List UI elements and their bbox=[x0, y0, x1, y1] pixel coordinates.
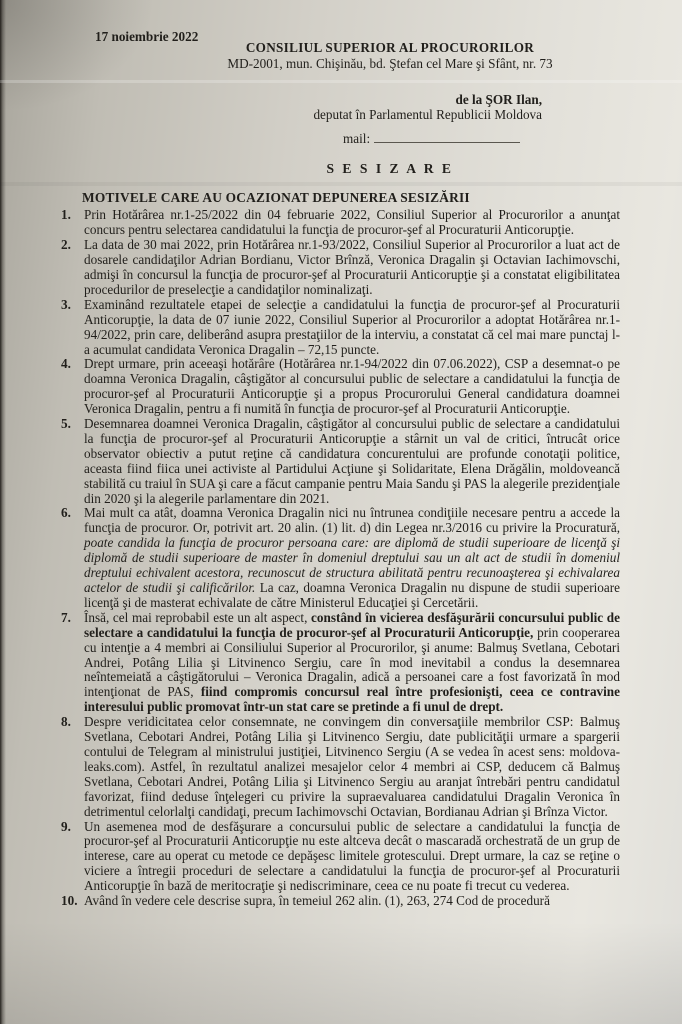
item-number: 10. bbox=[61, 893, 78, 909]
list-item bbox=[60, 611, 620, 715]
sesizare-list bbox=[60, 208, 620, 909]
list-item bbox=[60, 298, 620, 358]
item-number: 3. bbox=[61, 296, 71, 312]
item-text: Drept urmare, prin aceeaşi hotărâre (Hotărârea nr.1-94/2022 din 07.06.2022), CSP a desemnat-o pe doamna Veronica Dragalin, câştigător al concursului public de selectare a candidatului la funcţia de procuror-şef al Procuraturii Anticorupţie şi a propus Procurorului General candidatura doamnei Veronica Dragalin, pentru a fi numită în funcţia de procuror-şef al Procuraturii Anticorupţie. bbox=[84, 356, 620, 417]
list-item bbox=[60, 238, 620, 298]
recipient-block bbox=[160, 28, 620, 72]
item-number: 5. bbox=[61, 416, 71, 432]
list-item bbox=[60, 417, 620, 506]
mail-blank-line bbox=[374, 130, 520, 143]
mail-label: mail: bbox=[343, 130, 371, 146]
item-text: Un asemenea mod de desfăşurare a concursului public de selectare a candidatului la funcţia de procuror-şef al Procuraturii Anticorupţie nu este altceva decât o mascaradă orchestrată de un grup de interese, care au operat cu metode ce depăşesc limitele grotescului. Drept urmare, la caz se reţine o viciere a întregii proceduri de selectare a candidatului la funcţia de procuror-şef al Procuraturii Anticorupţie în bază de meritocraţie şi nediscriminare, ceea ce nu poate fi trecut cu vederea. bbox=[84, 818, 620, 894]
recipient-name: CONSILIUL SUPERIOR AL PROCURORILOR bbox=[245, 40, 535, 55]
document-title: S E S I Z A R E bbox=[326, 160, 454, 176]
section-heading: MOTIVELE CARE AU OCAZIONAT DEPUNEREA SESIZĂRII bbox=[82, 190, 470, 206]
recipient-address: MD-2001, mun. Chişinău, bd. Ştefan cel Mare şi Sfânt, nr. 73 bbox=[227, 55, 553, 71]
item-text: Însă, cel mai reprobabil este un alt aspect, constând în vicierea desfăşurării concursului public de selectare a candidatului la funcţia de procuror-şef al Procuraturii Anticorupţie, prin cooperarea cu intenţie a 4 membri ai Consiliului Superior al Procurorilor, şi anume: Balmuş Svetlana, Cebotari Andrei, Potâng Lilia şi Litvinenco Sergiu, care în mod inevitabil a condus la desemnarea neîntemeiată a câştigătorului – Veronica Dragalin, adică a persoanei care a fost favorizată în mod intenţionat de PAS, fiind compromis concursul real între profesionişti, ceea ce contravine interesului public promovat într-un stat care se pretinde a fi unul de drept. bbox=[84, 609, 621, 715]
mail-row bbox=[343, 130, 620, 147]
document-date: 17 noiembrie 2022 bbox=[95, 29, 199, 44]
list-item bbox=[60, 894, 620, 909]
item-number: 9. bbox=[61, 818, 71, 834]
item-text: La data de 30 mai 2022, prin Hotărârea nr.1-93/2022, Consiliul Superior al Procurorilor a luat act de dosarele candidaţilor Adrian Bordianu, Victor Brînză, Veronica Dragalin şi Octavian Iachimovschi, admişi în concursul la funcţia de procuror-şef al Procuraturii Anticorupţie şi a constatat eligibilitatea procedurilor de preselecţie a candidaţilor nominalizaţi. bbox=[84, 237, 620, 297]
item-number: 4. bbox=[61, 356, 71, 372]
item-text: Despre veridicitatea celor consemnate, ne convingem din conversaţiile membrilor CSP: Balmuş Svetlana, Cebotari Andrei, Potâng Lilia şi Litvinenco Sergiu, date publicităţii urmare a spargerii contului de Telegram al ministrului justiţiei, Litvinenco Sergiu (A se vedea în acest sens: moldova-leaks.com). Astfel, în rezultatul analizei mesajelor celor 4 membri ai CSP, deducem că Balmuş Svetlana, Cebotari Andrei, Potâng Lilia şi Litvinenco Sergiu au aranjat întrebări pentru candidatul favorizat, fiind deduse înţelegeri cu privire la supraevaluarea candidatului Dragalin Veronica în detrimentul celorlalţi candidaţi, precum Iachimovschi Octavian, Bordianau Adrian şi Brînza Victor. bbox=[84, 714, 620, 819]
item-number: 7. bbox=[61, 609, 71, 625]
list-item bbox=[60, 357, 620, 417]
item-number: 8. bbox=[61, 714, 71, 730]
list-item bbox=[60, 820, 620, 895]
item-number: 2. bbox=[61, 237, 71, 253]
sender-name: de la ŞOR Ilan, bbox=[455, 91, 542, 107]
list-item bbox=[60, 208, 620, 238]
item-number: 1. bbox=[61, 207, 71, 223]
item-text: Desemnarea doamnei Veronica Dragalin, câştigător al concursului public de selectare a candidatului la funcţia de procuror-şef al Procuraturii Anticorupţie a stârnit un val de critici, întrucât orice observator obiectiv a putut reţine că candidatura concurentului are profunde conotaţii politice, aceasta fiind fiica unei activiste al Partidului Acţiune şi Solidaritate, Elena Drăgălin, moldoveancă stabilită cu traiul în SUA şi care a făcut campanie pentru Maia Sandu şi PAS la alegerile prezidenţiale din 2020 şi la alegerile parlamentare din 2021. bbox=[84, 416, 620, 506]
list-item bbox=[60, 506, 620, 610]
sender-title: deputat în Parlamentul Republicii Moldova bbox=[313, 106, 542, 122]
item-text: Având în vedere cele descrise supra, în temeiul 262 alin. (1), 263, 274 Cod de procedură bbox=[84, 893, 550, 909]
item-text: Examinând rezultatele etapei de selecţie a candidatului la funcţia de procuror-şef al Procuraturii Anticorupţie, la data de 07 iunie 2022, Consiliul Superior al Procurorilor a adoptat Hotărârea nr.1-94/2022, prin care, deliberând asupra prestaţiilor de la interviu, a constatat că cel mai mare punctaj l-a acumulat candidata Veronica Dragalin – 72,15 puncte. bbox=[84, 296, 620, 357]
item-text: Prin Hotărârea nr.1-25/2022 din 04 februarie 2022, Consiliul Superior al Procurorilor a anunţat concurs pentru selectarea candidatului la funcţia de procuror-şef al Procuraturii Anticorupţie. bbox=[84, 207, 620, 238]
sender-block bbox=[60, 93, 542, 123]
item-text: Mai mult ca atât, doamna Veronica Dragalin nici nu întrunea condiţiile necesare pentru a accede la funcţia de procuror. Or, potrivit art. 20 alin. (1) lit. d) din Legea nr.3/2016 cu privire la Procuratură, poate candida la funcţia de procuror persoana care: are diplomă de studii superioare de licenţă şi diplomă de studii superioare de master în domeniul dreptului sau un alt act de studii în domeniul dreptului echivalent acestora, recunoscut de structura abilitată pentru recunoaşterea şi echivalarea actelor de studii şi calificărilor. La caz, doamna Veronica Dragalin nu dispune de studii superioare licenţă şi de masterat echivalate de către Ministerul Educaţiei şi Cercetării. bbox=[84, 505, 620, 610]
list-item bbox=[60, 715, 620, 819]
item-number: 6. bbox=[61, 505, 71, 521]
